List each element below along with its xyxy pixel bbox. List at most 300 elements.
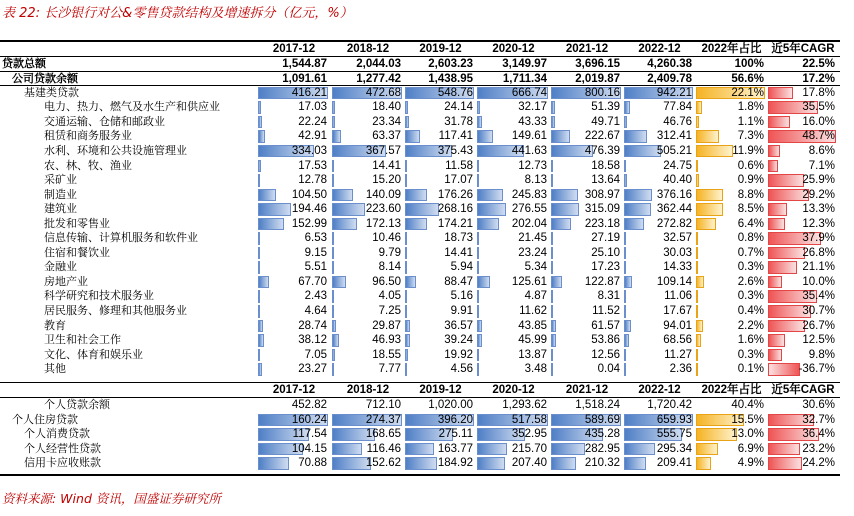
- value-text: 43.33: [518, 115, 547, 128]
- header-year: 2020-12: [492, 43, 535, 55]
- cagr-text: 9.8%: [808, 348, 835, 361]
- cagr-text: 30.6%: [802, 399, 835, 411]
- cagr-cell: [768, 456, 838, 471]
- share-cell: [696, 129, 767, 144]
- data-bar: [405, 290, 407, 303]
- value-cell: [332, 57, 404, 72]
- value-text: 116.46: [366, 442, 401, 455]
- share-text: 1.1%: [737, 115, 764, 128]
- value-text: 659.93: [656, 413, 692, 426]
- value-cell: [332, 217, 404, 232]
- value-cell: [477, 129, 550, 144]
- data-bar: [624, 320, 631, 333]
- cagr-cell: [768, 129, 838, 144]
- cagr-text: 12.3%: [802, 217, 835, 230]
- table-row: [0, 231, 840, 246]
- value-cell: [477, 333, 550, 348]
- data-bar: [477, 203, 506, 216]
- share-text: 1.8%: [737, 101, 764, 114]
- value-cell: [405, 319, 476, 334]
- value-text: 334.03: [291, 144, 327, 157]
- table-row: [0, 427, 840, 442]
- value-text: 21.45: [518, 232, 547, 245]
- share-cell: [696, 246, 767, 261]
- header-year: 2019-12: [419, 384, 462, 396]
- value-cell: [624, 72, 695, 87]
- data-bar: [477, 276, 490, 289]
- value-text: 14.41: [372, 159, 401, 172]
- value-text: 40.40: [663, 174, 692, 187]
- value-cell: [405, 57, 476, 72]
- value-text: 274.37: [365, 413, 401, 426]
- data-bar: [332, 130, 341, 143]
- value-cell: [477, 72, 550, 87]
- value-text: 18.55: [372, 348, 401, 361]
- row-label: 金融业: [44, 260, 77, 274]
- table-row: [0, 333, 840, 348]
- value-text: 19.92: [444, 348, 473, 361]
- value-text: 61.57: [591, 319, 620, 332]
- value-text: 163.77: [437, 442, 473, 455]
- row-label: 其他: [44, 362, 66, 376]
- value-text: 2,019.87: [575, 72, 620, 85]
- cagr-text: 7.1%: [808, 159, 835, 172]
- value-cell: [624, 260, 695, 275]
- value-cell: [624, 188, 695, 203]
- value-text: 63.37: [372, 130, 401, 143]
- value-text: 42.91: [298, 130, 327, 143]
- data-bar: [332, 189, 353, 202]
- value-text: 17.53: [298, 159, 327, 172]
- row-label: 科学研究和技术服务业: [44, 289, 154, 303]
- value-text: 11.27: [664, 348, 692, 361]
- value-text: 295.34: [656, 442, 692, 455]
- value-cell: [551, 456, 623, 471]
- value-text: 12.73: [518, 159, 547, 172]
- cagr-cell: [768, 348, 838, 363]
- value-text: 88.47: [444, 275, 473, 288]
- share-cell: [696, 442, 767, 457]
- value-text: 172.13: [365, 217, 401, 230]
- cagr-text: 35.5%: [802, 101, 835, 114]
- data-bar: [332, 101, 335, 114]
- share-text: 8.8%: [737, 188, 764, 201]
- cagr-text: 30.7%: [802, 305, 835, 317]
- data-bar: [332, 334, 339, 347]
- value-text: 10.46: [372, 232, 401, 245]
- value-cell: [405, 456, 476, 471]
- share-cell: [696, 413, 767, 428]
- table-row: [0, 413, 840, 428]
- data-bar: [405, 305, 407, 318]
- value-cell: [258, 319, 330, 334]
- value-text: 28.74: [298, 319, 327, 332]
- header-year: 2021-12: [565, 384, 609, 396]
- value-cell: [624, 362, 695, 377]
- value-cell: [405, 202, 476, 217]
- value-cell: [551, 231, 623, 246]
- value-text: 666.74: [511, 86, 547, 99]
- value-text: 29.87: [372, 319, 401, 332]
- value-text: 207.40: [511, 457, 547, 469]
- data-bar: [551, 203, 579, 216]
- value-text: 441.63: [511, 144, 547, 157]
- data-bar: [332, 276, 346, 289]
- data-bar: [624, 305, 626, 318]
- data-bar: [624, 145, 661, 158]
- cagr-cell: [768, 57, 838, 72]
- value-text: 30.03: [663, 246, 692, 259]
- value-cell: [477, 362, 550, 377]
- row-label: 基建类贷款: [24, 85, 79, 99]
- data-bar: [477, 320, 482, 333]
- row-label: 贷款总额: [2, 57, 46, 70]
- value-text: 13.87: [518, 348, 547, 361]
- value-cell: [332, 348, 404, 363]
- value-cell: [624, 217, 695, 232]
- value-text: 4.87: [524, 290, 547, 303]
- value-text: 282.95: [584, 442, 620, 455]
- value-text: 13.64: [591, 174, 620, 187]
- share-bar: [696, 457, 711, 470]
- value-cell: [477, 57, 550, 72]
- value-text: 152.99: [291, 217, 327, 230]
- cagr-text: 37.9%: [802, 232, 835, 245]
- share-bar: [696, 276, 704, 289]
- value-text: 215.70: [511, 442, 547, 455]
- data-bar: [332, 320, 336, 333]
- data-bar: [477, 130, 493, 143]
- value-text: 5.16: [450, 290, 473, 303]
- value-text: 9.79: [378, 246, 401, 259]
- value-cell: [624, 319, 695, 334]
- value-cell: [551, 289, 623, 304]
- value-cell: [258, 260, 330, 275]
- row-label: 交通运输、仓储和邮政业: [44, 114, 165, 128]
- data-bar: [624, 174, 627, 187]
- value-text: 275.11: [438, 428, 473, 440]
- share-text: 0.6%: [737, 159, 764, 172]
- value-text: 46.93: [372, 334, 401, 347]
- share-bar: [696, 232, 698, 245]
- value-text: 4.56: [450, 363, 473, 376]
- value-cell: [624, 275, 695, 290]
- value-cell: [477, 115, 550, 130]
- value-cell: [551, 202, 623, 217]
- value-text: 176.26: [437, 188, 473, 201]
- share-text: 1.6%: [737, 334, 764, 347]
- share-cell: [696, 398, 767, 413]
- value-text: 109.14: [656, 275, 692, 288]
- value-cell: [551, 348, 623, 363]
- data-bar: [258, 232, 260, 245]
- value-cell: [405, 289, 476, 304]
- share-cell: [696, 100, 767, 115]
- table-row: [0, 260, 840, 275]
- value-text: 96.50: [372, 275, 401, 288]
- value-cell: [332, 319, 404, 334]
- header-year: 2022-12: [638, 43, 681, 55]
- data-bar: [332, 232, 334, 245]
- data-bar: [332, 261, 334, 274]
- share-text: 0.8%: [737, 232, 764, 245]
- share-bar: [696, 174, 699, 187]
- value-cell: [624, 348, 695, 363]
- data-bar: [258, 334, 264, 347]
- share-bar: [696, 160, 698, 173]
- data-bar: [405, 349, 408, 362]
- value-cell: [551, 275, 623, 290]
- header-row: [0, 42, 840, 57]
- data-bar: [477, 218, 499, 231]
- value-cell: [332, 100, 404, 115]
- value-text: 11.52: [592, 305, 620, 317]
- table-row: [0, 275, 840, 290]
- data-bar: [258, 290, 260, 303]
- value-text: 32.57: [663, 232, 692, 245]
- row-label: 水利、环境和公共设施管理业: [44, 143, 187, 157]
- cagr-text: 8.6%: [808, 144, 835, 157]
- share-cell: [696, 333, 767, 348]
- cagr-bar: [768, 218, 785, 231]
- table-row: [0, 217, 840, 232]
- value-text: 11.62: [519, 305, 547, 317]
- data-bar: [477, 305, 479, 318]
- data-bar: [624, 349, 626, 362]
- value-text: 31.78: [444, 115, 473, 128]
- share-text: 40.4%: [731, 399, 764, 411]
- data-bar: [258, 363, 262, 376]
- value-cell: [624, 442, 695, 457]
- data-bar: [551, 320, 556, 333]
- share-bar: [696, 334, 701, 347]
- share-cell: [696, 362, 767, 377]
- share-text: 13.0%: [731, 428, 764, 440]
- value-cell: [405, 413, 476, 428]
- value-text: 122.87: [584, 275, 620, 288]
- value-cell: [551, 398, 623, 413]
- cagr-cell: [768, 217, 838, 232]
- table-row: [0, 173, 840, 188]
- value-text: 140.09: [365, 188, 401, 201]
- value-text: 46.76: [663, 115, 692, 128]
- cagr-text: 36.4%: [802, 428, 835, 440]
- cagr-bar: [768, 116, 790, 129]
- value-text: 18.73: [444, 232, 473, 245]
- value-text: 2,409.78: [647, 72, 692, 85]
- value-text: 117.41: [438, 130, 473, 143]
- value-text: 9.91: [450, 305, 473, 317]
- data-bar: [405, 261, 407, 274]
- data-bar: [332, 160, 334, 173]
- row-label: 信息传输、计算机服务和软件业: [44, 231, 198, 245]
- cagr-text: 21.1%: [802, 261, 835, 274]
- value-text: 555.75: [656, 428, 692, 440]
- cagr-text: 13.3%: [802, 203, 835, 216]
- value-text: 12.56: [591, 348, 620, 361]
- value-cell: [551, 57, 623, 72]
- value-cell: [624, 304, 695, 319]
- data-bar: [405, 218, 427, 231]
- data-bar: [258, 101, 261, 114]
- table-row: [0, 202, 840, 217]
- data-bar: [477, 261, 479, 274]
- value-text: 7.05: [304, 348, 327, 361]
- value-cell: [551, 304, 623, 319]
- share-cell: [696, 275, 767, 290]
- value-text: 149.61: [511, 130, 547, 143]
- data-bar: [551, 290, 553, 303]
- value-text: 315.09: [584, 203, 620, 216]
- value-cell: [405, 173, 476, 188]
- value-cell: [258, 289, 330, 304]
- data-bar: [258, 174, 260, 187]
- share-cell: [696, 202, 767, 217]
- value-cell: [258, 246, 330, 261]
- data-bar: [332, 290, 334, 303]
- value-text: 5.94: [450, 261, 473, 274]
- value-cell: [477, 231, 550, 246]
- data-bar: [477, 189, 503, 202]
- value-cell: [405, 427, 476, 442]
- data-bar: [405, 443, 434, 456]
- value-text: 223.60: [365, 203, 401, 216]
- data-bar: [258, 457, 289, 470]
- cagr-bar: [768, 349, 782, 362]
- value-cell: [624, 57, 695, 72]
- data-bar: [258, 203, 291, 216]
- value-cell: [551, 427, 623, 442]
- data-bar: [405, 320, 410, 333]
- share-bar: [696, 261, 698, 274]
- cagr-text: 48.7%: [802, 130, 835, 143]
- share-cell: [696, 427, 767, 442]
- value-text: 268.16: [437, 203, 473, 216]
- row-label: 租赁和商务服务业: [44, 129, 132, 143]
- data-bar: [258, 218, 284, 231]
- value-text: 77.84: [663, 101, 692, 114]
- cagr-bar: [768, 174, 804, 187]
- data-bar: [405, 189, 427, 202]
- value-cell: [405, 304, 476, 319]
- data-bar: [332, 247, 334, 260]
- value-text: 174.21: [437, 217, 473, 230]
- value-text: 8.14: [378, 261, 401, 274]
- value-cell: [551, 217, 623, 232]
- value-cell: [332, 159, 404, 174]
- table-title: 表 22: 长沙银行对公&零售贷款结构及增速拆分（亿元，%）: [2, 6, 353, 21]
- row-label: 采矿业: [44, 173, 77, 187]
- value-text: 312.41: [656, 130, 692, 143]
- data-bar: [477, 174, 479, 187]
- value-text: 12.78: [298, 174, 327, 187]
- value-text: 43.85: [518, 319, 547, 332]
- value-cell: [551, 260, 623, 275]
- value-cell: [332, 275, 404, 290]
- value-cell: [332, 72, 404, 87]
- data-bar: [405, 101, 408, 114]
- rule-line: [0, 40, 840, 42]
- data-bar: [258, 276, 269, 289]
- value-cell: [551, 442, 623, 457]
- value-text: 53.86: [591, 334, 620, 347]
- value-text: 7.77: [378, 363, 401, 376]
- row-label: 住宿和餐饮业: [44, 245, 110, 259]
- value-text: 1,293.62: [502, 399, 547, 411]
- data-bar: [332, 363, 334, 376]
- cagr-bar: [768, 320, 805, 333]
- data-bar: [477, 101, 480, 114]
- value-cell: [477, 275, 550, 290]
- share-bar: [696, 130, 719, 143]
- row-label: 农、林、牧、渔业: [44, 158, 132, 172]
- value-cell: [551, 333, 623, 348]
- value-cell: [332, 115, 404, 130]
- table-row: [0, 442, 840, 457]
- value-cell: [258, 202, 330, 217]
- value-cell: [258, 413, 330, 428]
- row-label: 建筑业: [44, 202, 77, 216]
- share-text: 11.9%: [732, 144, 764, 157]
- share-text: 0.9%: [737, 174, 764, 187]
- header-year: 2020-12: [492, 384, 535, 396]
- value-cell: [258, 348, 330, 363]
- value-cell: [258, 427, 330, 442]
- value-cell: [258, 456, 330, 471]
- data-bar: [258, 130, 265, 143]
- cagr-bar: [768, 247, 805, 260]
- rule-line: [0, 474, 840, 476]
- cagr-text: 17.2%: [802, 72, 835, 85]
- value-cell: [477, 319, 550, 334]
- table-row: [0, 144, 840, 159]
- cagr-cell: [768, 260, 838, 275]
- share-cell: [696, 217, 767, 232]
- cagr-bar: [768, 145, 780, 158]
- cagr-cell: [768, 202, 838, 217]
- header-share: 2022年占比: [701, 384, 762, 396]
- value-text: 51.39: [591, 101, 620, 114]
- value-cell: [551, 159, 623, 174]
- value-text: 3.48: [524, 363, 547, 376]
- row-label: 信用卡应收账款: [24, 456, 101, 469]
- value-cell: [551, 129, 623, 144]
- share-text: 0.3%: [737, 348, 764, 361]
- value-cell: [624, 413, 695, 428]
- value-cell: [405, 129, 476, 144]
- share-cell: [696, 289, 767, 304]
- share-bar: [696, 189, 723, 202]
- value-cell: [332, 231, 404, 246]
- value-text: 6.53: [304, 232, 327, 245]
- value-text: 23.27: [298, 363, 327, 376]
- value-text: 17.67: [663, 305, 692, 317]
- row-label: 房地产业: [44, 274, 88, 288]
- value-text: 362.44: [656, 203, 692, 216]
- data-bar: [405, 174, 407, 187]
- data-bar: [551, 349, 553, 362]
- value-cell: [624, 246, 695, 261]
- header-year: 2017-12: [272, 43, 316, 55]
- cagr-text: 26.7%: [802, 319, 835, 332]
- cagr-text: 23.2%: [802, 442, 835, 455]
- cagr-text: 26.8%: [802, 246, 835, 259]
- value-text: 25.10: [591, 246, 620, 259]
- value-cell: [258, 144, 330, 159]
- data-bar: [405, 116, 409, 129]
- value-cell: [332, 260, 404, 275]
- value-cell: [405, 72, 476, 87]
